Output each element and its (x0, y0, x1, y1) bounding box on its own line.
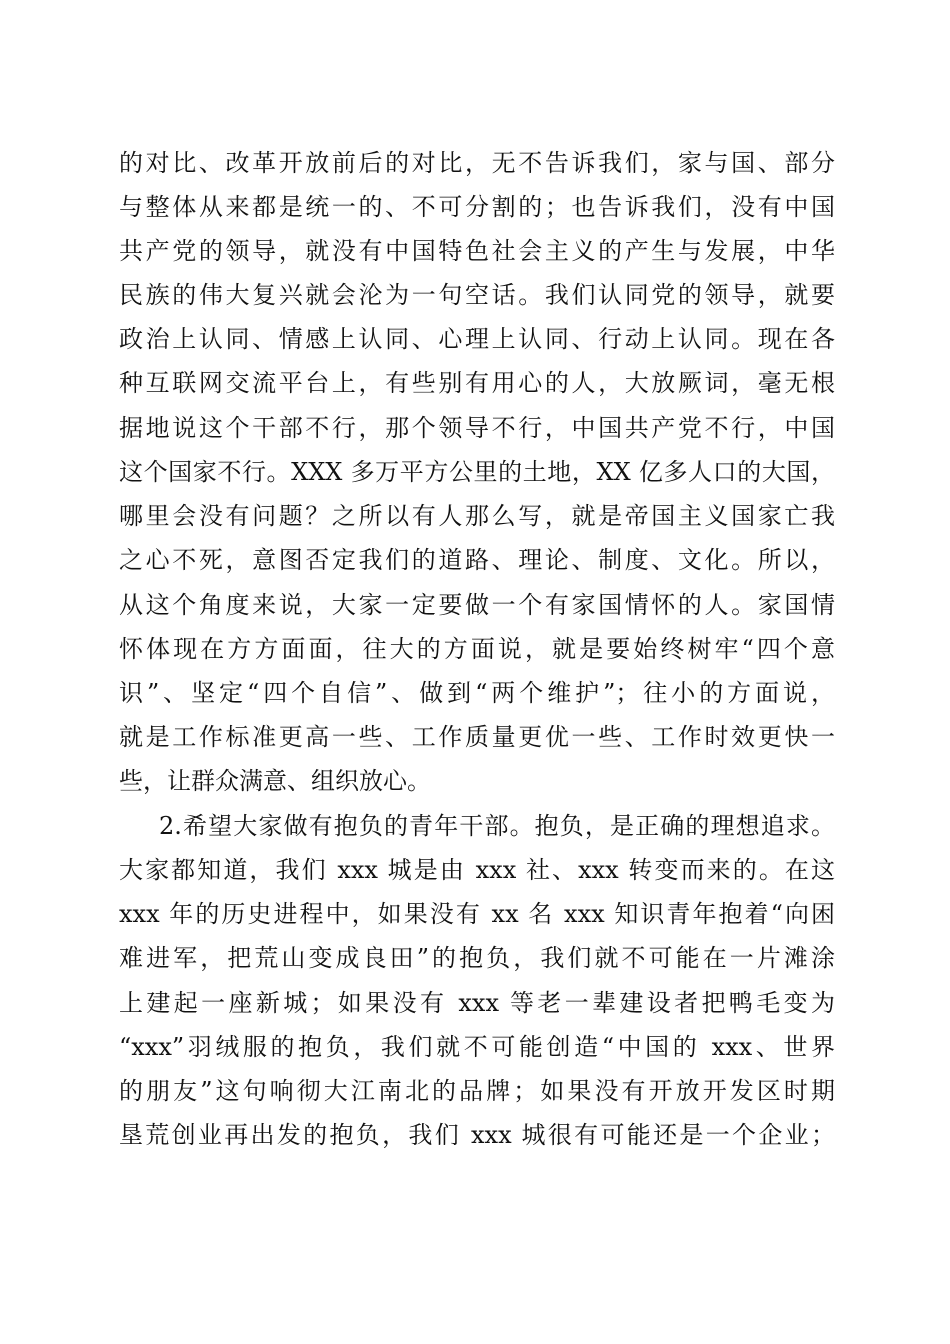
text-line: 据地说这个干部不行，那个领导不行，中国共产党不行，中国 (119, 414, 835, 442)
paragraph-heading-line: 2.希望大家做有抱负的青年干部。抱负，是正确的理想追求。 (159, 812, 835, 840)
text-line: 怀体现在方方面面，往大的方面说，就是要始终树牢“四个意 (119, 635, 835, 663)
text-line: 难进军，把荒山变成良田”的抱负，我们就不可能在一片滩涂 (119, 944, 835, 972)
text-line: 垦荒创业再出发的抱负，我们 xxx 城很有可能还是一个企业； (119, 1121, 835, 1149)
text-line: “xxx”羽绒服的抱负，我们就不可能创造“中国的 xxx、世界 (119, 1033, 835, 1061)
text-line: 共产党的领导，就没有中国特色社会主义的产生与发展，中华 (119, 237, 835, 265)
text-line: 哪里会没有问题？之所以有人那么写，就是帝国主义国家亡我 (119, 502, 835, 530)
text-line: 政治上认同、情感上认同、心理上认同、行动上认同。现在各 (119, 325, 835, 353)
text-line: 些，让群众满意、组织放心。 (119, 767, 431, 795)
text-line: 识”、坚定“四个自信”、做到“两个维护”；往小的方面说， (119, 679, 835, 707)
text-line: 大家都知道，我们 xxx 城是由 xxx 社、xxx 转变而来的。在这 (119, 856, 835, 884)
text-line: 与整体从来都是统一的、不可分割的；也告诉我们，没有中国 (119, 193, 835, 221)
text-line: 的对比、改革开放前后的对比，无不告诉我们，家与国、部分 (119, 149, 835, 177)
text-line: 这个国家不行。XXX 多万平方公里的土地，XX 亿多人口的大国， (119, 458, 835, 486)
text-line: 的朋友”这句响彻大江南北的品牌；如果没有开放开发区时期 (119, 1077, 835, 1105)
text-line: 从这个角度来说，大家一定要做一个有家国情怀的人。家国情 (119, 591, 835, 619)
text-line: xxx 年的历史进程中，如果没有 xx 名 xxx 知识青年抱着“向困 (119, 900, 835, 928)
text-line: 种互联网交流平台上，有些别有用心的人，大放厥词，毫无根 (119, 369, 835, 397)
text-line: 之心不死，意图否定我们的道路、理论、制度、文化。所以， (119, 546, 835, 574)
text-line: 上建起一座新城；如果没有 xxx 等老一辈建设者把鸭毛变为 (119, 989, 835, 1017)
text-line: 民族的伟大复兴就会沦为一句空话。我们认同党的领导，就要 (119, 281, 835, 309)
text-line: 就是工作标准更高一些、工作质量更优一些、工作时效更快一 (119, 723, 835, 751)
